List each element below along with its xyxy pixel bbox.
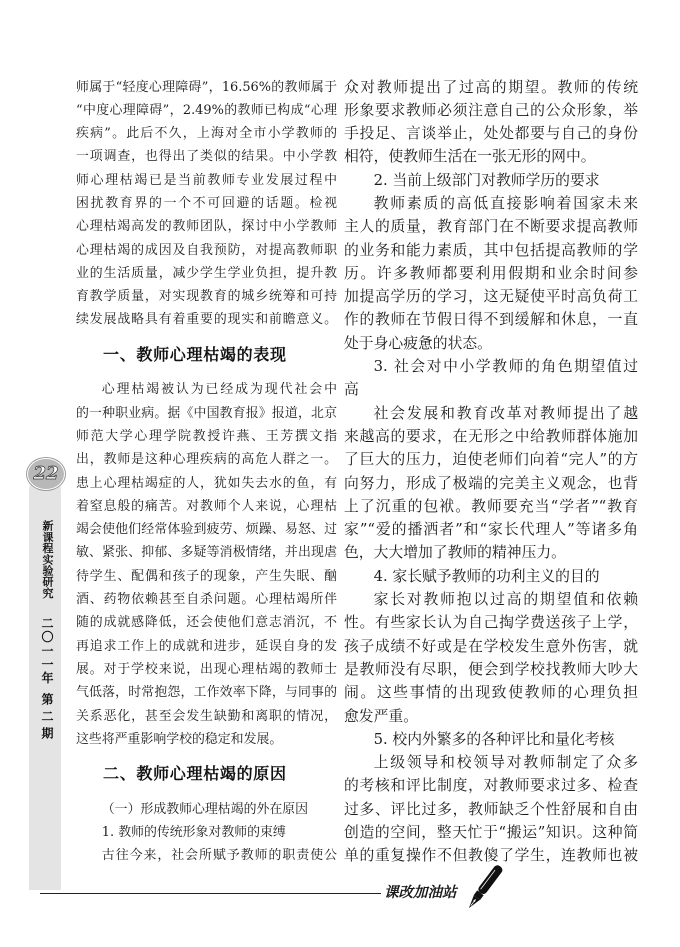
- body-text-line: 一项调查，也得出了类似的结果。中小学教: [76, 149, 337, 165]
- item-heading: 3. 社会对中小学教师的角色期望值过: [373, 358, 638, 376]
- section-heading: 一、教师心理枯竭的表现: [103, 344, 287, 364]
- body-text-line: 气低落，时常抱怨，工作效率下降，与同事的: [76, 685, 337, 701]
- body-text-line: 心理枯竭的成因及自我预防，对提高教师职: [76, 242, 337, 258]
- body-text-line: 处于身心疲惫的状态。: [344, 334, 492, 352]
- body-text-line: 家长对教师抱以过高的期望值和依赖: [373, 591, 638, 609]
- body-text-line: 师心理枯竭已是当前教师专业发展过程中: [76, 172, 337, 188]
- item-heading: 2. 当前上级部门对教师学历的要求: [373, 171, 600, 189]
- body-text-line: 作的教师在节假日得不到缓解和休息，一直: [344, 311, 638, 329]
- body-text-line: 展。对于学校来说，出现心理枯竭的教师士: [76, 661, 337, 677]
- body-text-line: “中度心理障碍”，2.49%的教师已构成“心理: [76, 102, 337, 118]
- body-text-line: 色，大大增加了教师的精神压力。: [344, 544, 566, 562]
- body-text-line: 加提高学历的学习，这无疑使平时高负荷工: [344, 288, 638, 306]
- body-text-line: 闹。这些事情的出现致使教师的心理负担: [344, 684, 638, 702]
- item-heading: 5. 校内外繁多的各种评比和量化考核: [373, 730, 615, 748]
- body-text-line: 关系恶化，甚至会发生缺勤和离职的情况，: [76, 708, 337, 724]
- issue-number-vertical: 第二期: [40, 693, 54, 744]
- body-text-line: 众对教师提出了过高的期望。教师的传统: [344, 78, 638, 96]
- body-text-line: 上了沉重的包袱。教师要充当“学者”“教育: [344, 497, 638, 515]
- body-text-line: 历。许多教师都要利用假期和业余时间参: [344, 264, 638, 282]
- item-heading: 4. 家长赋予教师的功利主义的目的: [373, 567, 600, 585]
- body-text-line: 手投足、言谈举止，处处都要与自己的身份: [344, 125, 638, 143]
- body-text-line: 再追求工作上的成就和进步，延误自身的发: [76, 638, 337, 654]
- body-text-line: 孩子成绩不好或是在学校发生意外伤害，就: [344, 637, 638, 655]
- journal-name-vertical: 新课程实验研究: [41, 520, 54, 599]
- body-text-line: 古往今来，社会所赋予教师的职责使公: [101, 848, 337, 864]
- issue-year-vertical: 二〇一一年: [40, 617, 54, 685]
- body-text-line: 向努力，形成了极端的完美主义观念，也背: [344, 474, 638, 492]
- body-text-line: 社会发展和教育改革对教师提出了越: [373, 404, 638, 422]
- body-text-line: 主人的质量，教育部门在不断要求提高教师: [344, 218, 638, 236]
- body-text-line: 师范大学心理学院教授许燕、王芳撰文指: [76, 428, 337, 444]
- body-text-line: 育教学质量，对实现教育的城乡统筹和可持: [76, 289, 337, 305]
- left-column: [76, 76, 337, 868]
- body-text-line: 续发展战略具有着重要的现实和前瞻意义。: [76, 312, 337, 328]
- subsection-heading: （一）形成教师心理枯竭的外在原因: [101, 801, 309, 817]
- column-title: 课改加油站: [384, 885, 457, 901]
- body-text-line: 困扰教育界的一个不可回避的话题。检视: [76, 195, 337, 211]
- body-text-line: 的业务和能力素质，其中包括提高教师的学: [344, 241, 638, 259]
- body-text-line: 单的重复操作不但教傻了学生，连教师也被: [344, 847, 638, 865]
- page-number: 22: [27, 458, 65, 490]
- body-text-line: 创造的空间，整天忙于“搬运”知识。这种简: [344, 824, 638, 841]
- footer-rule: [40, 893, 381, 894]
- right-column: [344, 76, 638, 868]
- item-heading: 1. 教师的传统形象对教师的束缚: [101, 825, 286, 840]
- body-text-line: 随的成就感降低，还会使他们意志消沉，不: [76, 615, 337, 631]
- body-text-line: 这些将严重影响学校的稳定和发展。: [76, 731, 283, 747]
- body-text-line: 性。有些家长认为自己掏学费送孩子上学，: [344, 614, 638, 632]
- section-heading: 二、教师心理枯竭的原因: [103, 764, 287, 784]
- body-text-line: 酒、药物依赖甚至自杀问题。心理枯竭所伴: [76, 592, 337, 608]
- body-text-line: 是教师没有尽职，便会到学校找教师大吵大: [344, 660, 638, 678]
- fountain-pen-icon: [462, 860, 508, 912]
- body-text-line: 出，教师是这种心理疾病的高危人群之一。: [76, 452, 337, 468]
- body-text-line: 教师素质的高低直接影响着国家未来: [373, 194, 638, 212]
- body-text-line: 来越高的要求，在无形之中给教师群体施加: [344, 427, 638, 445]
- body-text-line: 心理枯竭被认为已经成为现代社会中: [101, 382, 337, 398]
- body-text-line: 过多、评比过多，教师缺乏个性舒展和自由: [344, 800, 638, 818]
- body-text-line: 着窒息般的痛苦。对教师个人来说，心理枯: [76, 498, 337, 514]
- body-text-line: 上级领导和校领导对教师制定了众多: [373, 754, 638, 772]
- body-text-line: 形象要求教师必须注意自己的公众形象，举: [344, 101, 638, 119]
- item-heading: 高: [344, 381, 359, 399]
- body-text-line: 敏、紧张、抑郁、多疑等消极情绪，并出现虐: [76, 545, 337, 561]
- body-text-line: 心理枯竭高发的教师团队，探讨中小学教师: [76, 219, 337, 235]
- body-text-line: 患上心理枯竭症的人，犹如失去水的鱼，有: [76, 475, 337, 491]
- body-text-line: 的一种职业病。据《中国教育报》报道，北京: [76, 405, 337, 421]
- body-text-line: 业的生活质量，减少学生学业负担，提升教: [76, 265, 337, 281]
- body-text-line: 竭会使他们经常体验到疲劳、烦躁、易怒、过: [76, 522, 337, 538]
- body-text-line: 待学生、配偶和孩子的现象，产生失眠、酗: [76, 568, 337, 584]
- body-text-line: 相符，使教师生活在一张无形的网中。: [344, 148, 596, 166]
- body-text-line: 了巨大的压力，迫使老师们向着“完人”的方: [344, 451, 638, 469]
- body-text-line: 家”“爱的播洒者”和“家长代理人”等诸多角: [344, 521, 638, 539]
- body-text-line: 愈发严重。: [344, 707, 418, 725]
- body-text-line: 疾病”。此后不久，上海对全市小学教师的: [76, 126, 337, 142]
- body-text-line: 的考核和评比制度，对教师要求过多、检查: [344, 777, 638, 795]
- body-text-line: 师属于“轻度心理障碍”，16.56%的教师属于: [76, 79, 337, 95]
